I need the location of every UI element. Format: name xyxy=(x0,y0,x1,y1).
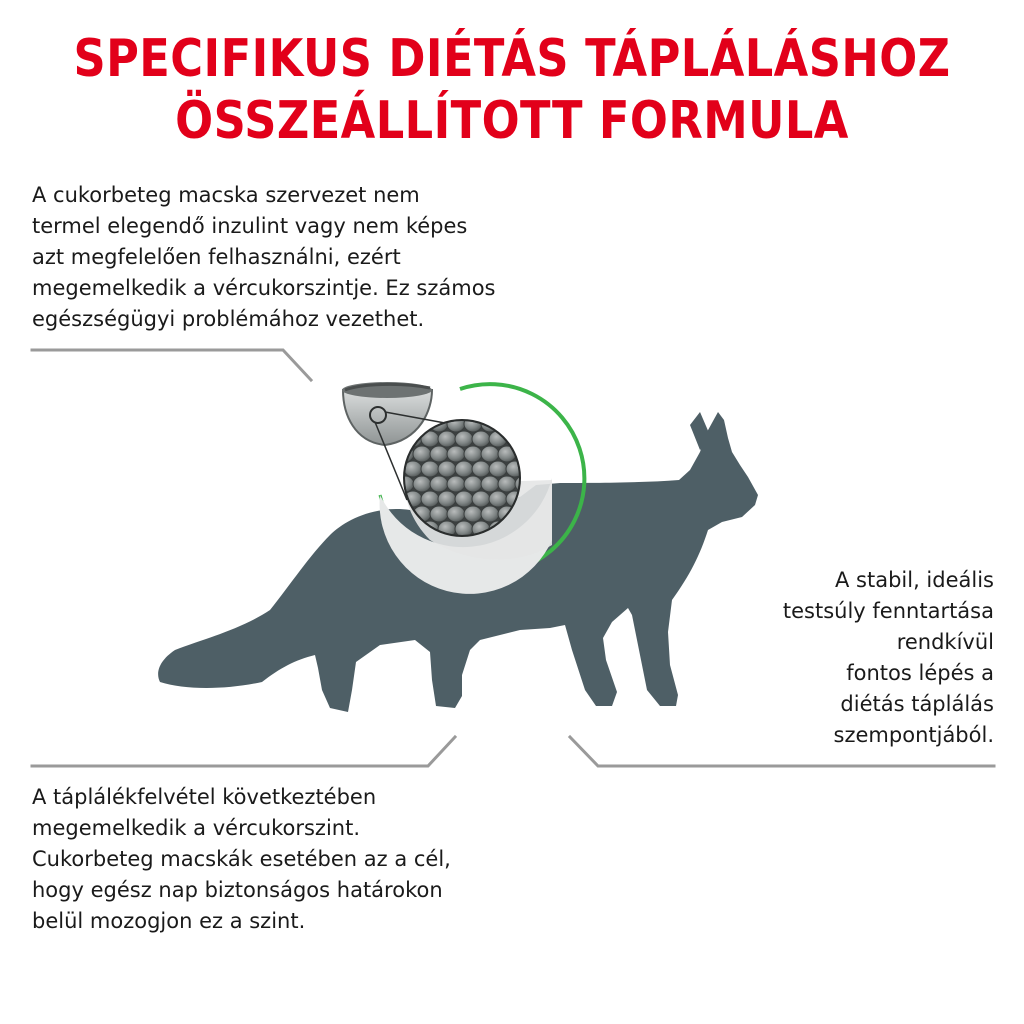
kibble-piece xyxy=(421,491,439,507)
right-line: testsúly fenntartása xyxy=(782,599,994,623)
bottom-line: megemelkedik a vércukorszint. xyxy=(32,816,361,840)
kibble-piece xyxy=(515,416,533,432)
kibble-piece xyxy=(438,431,456,447)
kibble-piece xyxy=(481,446,499,462)
right-line: fontos lépés a xyxy=(846,661,994,685)
kibble-piece xyxy=(413,476,431,492)
kibble-piece xyxy=(430,446,448,462)
kibble-piece xyxy=(447,446,465,462)
kibble-piece xyxy=(464,506,482,522)
kibble-piece xyxy=(498,476,516,492)
kibble-piece xyxy=(523,461,541,477)
kibble-piece xyxy=(455,491,473,507)
kibble-piece xyxy=(430,476,448,492)
top-line: megemelkedik a vércukorszintje. Ez számos xyxy=(32,276,496,300)
kibble-piece xyxy=(464,416,482,432)
bottom-line: hogy egész nap biztonságos határokon xyxy=(32,878,443,902)
bottom-line: Cukorbeteg macskák esetében az a cél, xyxy=(32,847,451,871)
kibble-piece xyxy=(430,506,448,522)
top-line: termel elegendő inzulint vagy nem képes xyxy=(32,214,468,238)
bottom-line: belül mozogjon ez a szint. xyxy=(32,909,306,933)
kibble-piece xyxy=(455,431,473,447)
top-line: A cukorbeteg macska szervezet nem xyxy=(32,183,420,207)
food-bowl-icon xyxy=(342,382,432,445)
bottom-left-connector xyxy=(32,737,455,766)
kibble-piece xyxy=(438,491,456,507)
kibble-piece xyxy=(472,431,490,447)
kibble-piece xyxy=(489,491,507,507)
top-line: egészségügyi problémához vezethet. xyxy=(32,307,425,331)
kibble-piece xyxy=(489,461,507,477)
right-line: rendkívül xyxy=(896,630,994,654)
kibble-piece xyxy=(472,491,490,507)
kibble-piece xyxy=(464,476,482,492)
kibble-piece xyxy=(447,476,465,492)
top-connector xyxy=(32,350,311,380)
right-connector xyxy=(570,737,994,766)
top-line: azt megfelelően felhasználni, ezért xyxy=(32,245,401,269)
kibble-piece xyxy=(506,461,524,477)
kibble-piece xyxy=(523,431,541,447)
kibble-piece xyxy=(464,446,482,462)
right-line: diétás táplálás xyxy=(840,692,994,716)
kibble-piece xyxy=(447,506,465,522)
bottom-line: A táplálékfelvétel következtében xyxy=(32,785,377,809)
right-line: szempontjából. xyxy=(833,723,994,747)
title-line-1: SPECIFIKUS DIÉTÁS TÁPLÁLÁSHOZ xyxy=(73,29,951,89)
kibble-piece xyxy=(421,461,439,477)
kibble-piece xyxy=(481,506,499,522)
right-line: A stabil, ideális xyxy=(835,568,994,592)
kibble-piece xyxy=(481,476,499,492)
title-line-2: ÖSSZEÁLLÍTOTT FORMULA xyxy=(175,91,849,151)
kibble-piece xyxy=(413,446,431,462)
kibble-piece xyxy=(447,416,465,432)
kibble-piece xyxy=(472,461,490,477)
kibble-piece xyxy=(498,446,516,462)
kibble-piece xyxy=(455,461,473,477)
kibble-piece xyxy=(498,416,516,432)
kibble-piece xyxy=(438,461,456,477)
